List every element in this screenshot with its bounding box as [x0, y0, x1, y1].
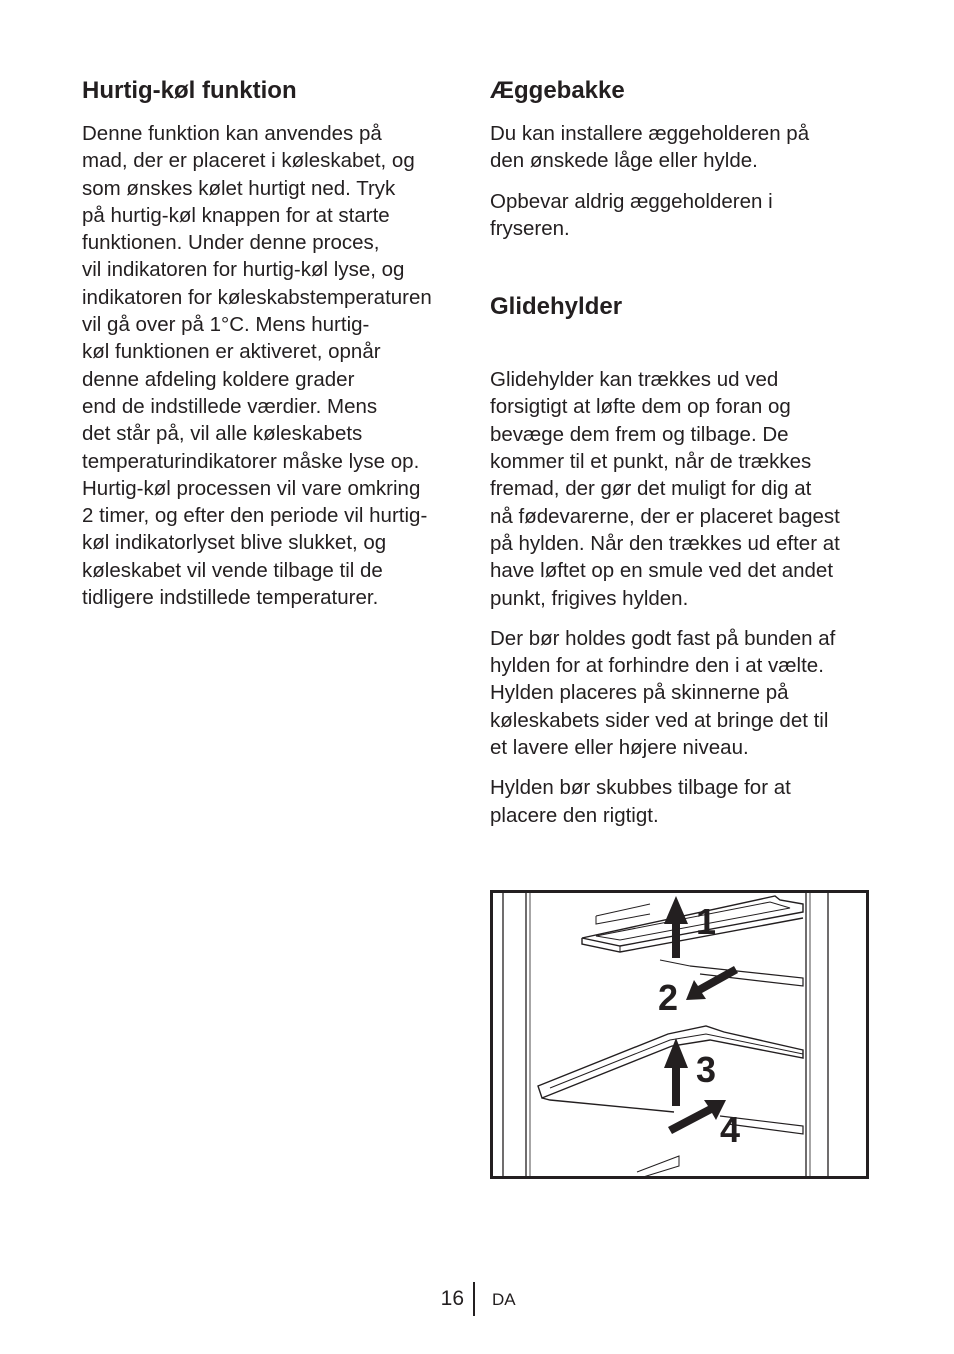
step-label-4: 4: [720, 1109, 741, 1150]
sliding-shelves-paragraph-2: Der bør holdes godt fast på bunden af hylden for at forhindre den i at vælte. Hylden placeres på skinnerne på køleskabets sider ved at bringe det til et lavere eller højere niveau.: [490, 626, 836, 760]
egg-tray-heading: Æggebakke: [490, 77, 625, 104]
egg-tray-paragraph-2: Opbevar aldrig æggeholderen i fryseren.: [490, 189, 773, 240]
quick-cool-paragraph: Denne funktion kan anvendes på mad, der er placeret i køleskabet, og som ønskes kølet hurtigt ned. Tryk på hurtig-køl knappen for at starte funktionen. Under denne proces, vil indikatoren for hurtig-køl lyse, og indikatoren for køleskabstemperaturen vil gå over på 1°C. Mens hurtig- køl funktionen er aktiveret, opnår denne afdeling koldere grader end de indstillede værdier. Mens det står på, vil alle køleskabets temperaturindikatorer måske lyse op. Hurtig-køl processen vil vare omkring 2 timer, og efter den periode vil hurtig- køl indikatorlyset blive slukket, og køleskabet vil vende tilbage til de tidligere indstillede temperaturer.: [82, 122, 432, 610]
quick-cool-heading: Hurtig-køl funktion: [82, 77, 297, 104]
step-label-3: 3: [696, 1049, 717, 1090]
footer-divider: [473, 1282, 475, 1316]
sliding-shelves-heading: Glidehylder: [490, 293, 623, 321]
page-number: 16: [440, 1287, 464, 1310]
step-label-1: 1: [696, 901, 717, 942]
right-column: [490, 77, 875, 829]
sliding-shelves-paragraph-3: Hylden bør skubbes tilbage for at placere den rigtigt.: [490, 776, 791, 827]
left-column: [82, 77, 467, 611]
step-label-2: 2: [658, 977, 679, 1018]
sliding-shelves-paragraph-1: Glidehylder kan trækkes ud ved forsigtigt at løfte dem op foran og bevæge dem frem og tilbage. De kommer til et punkt, når de trækkes fremad, der gør det muligt for dig at nå fødevarerne, der er placeret bagest på hylden. Når den trækkes ud efter at have løftet op en smule ved det andet punkt, frigives hylden.: [490, 368, 840, 610]
language-code: DA: [492, 1290, 516, 1309]
egg-tray-paragraph-1: Du kan installere æggeholderen på den ønskede låge eller hylde.: [490, 122, 810, 173]
sliding-shelf-illustration: [490, 890, 869, 1179]
